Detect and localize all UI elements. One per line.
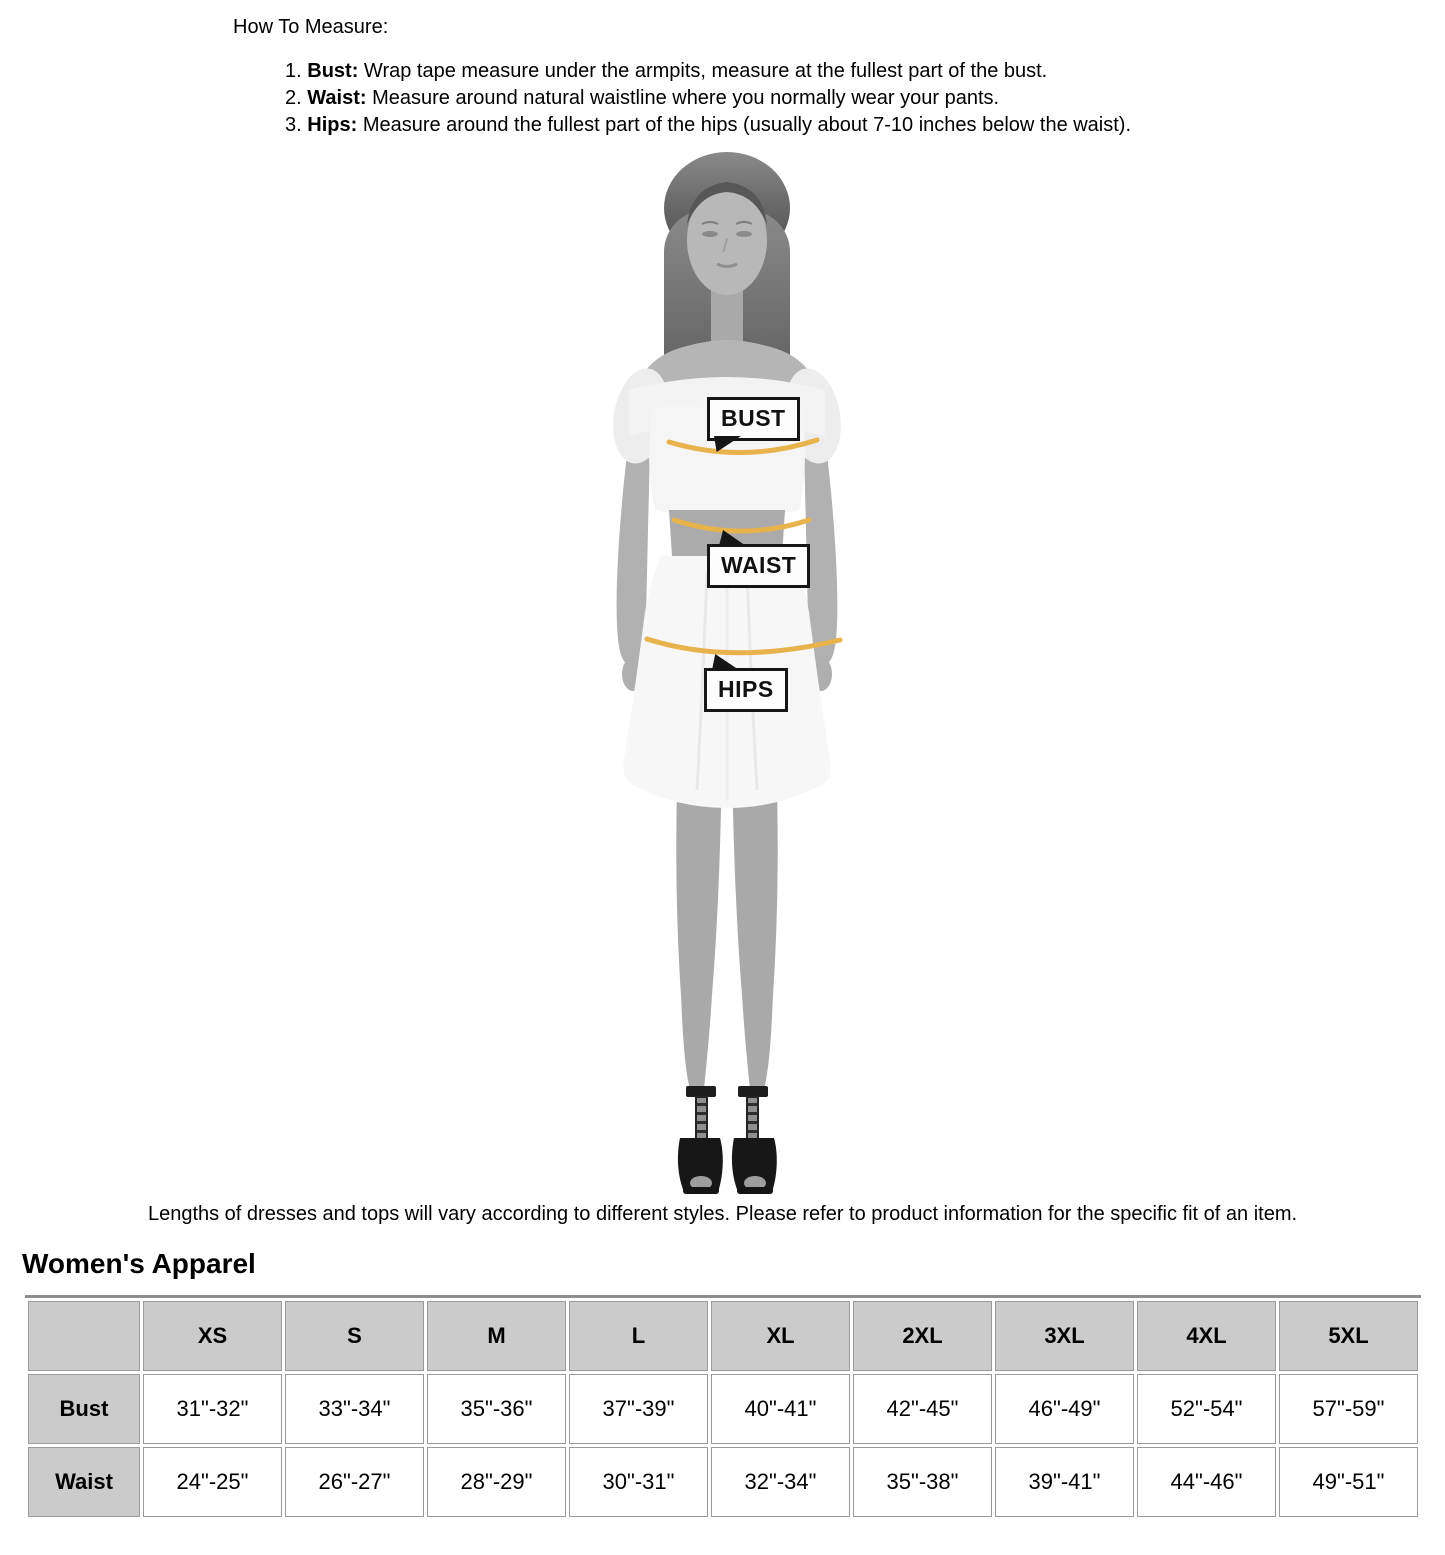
size-table: [25, 1295, 1421, 1520]
waist-label: WAIST: [707, 544, 810, 588]
size-col-header-4xl: 4XL: [1137, 1301, 1276, 1371]
bust-value-2xl: 42"-45": [853, 1374, 992, 1444]
waist-row: [28, 1447, 1418, 1517]
corner-cell: [28, 1301, 140, 1371]
bust-value-3xl: 46"-49": [995, 1374, 1134, 1444]
instruction-label: Bust:: [307, 60, 359, 82]
row-label-bust: Bust: [28, 1374, 140, 1444]
waist-value-l: 30"-31": [569, 1447, 708, 1517]
size-col-header-m: M: [427, 1301, 566, 1371]
size-header-row: [28, 1301, 1418, 1371]
instruction-label: Waist:: [307, 87, 367, 109]
instruction-number: 1.: [285, 60, 302, 82]
instruction-text: Wrap tape measure under the armpits, measure at the fullest part of the bust.: [363, 60, 1048, 82]
bust-value-m: 35"-36": [427, 1374, 566, 1444]
waist-value-3xl: 39"-41": [995, 1447, 1134, 1517]
instruction-item-waist: [285, 85, 1131, 112]
waist-value-s: 26"-27": [285, 1447, 424, 1517]
instruction-item-bust: [285, 58, 1131, 85]
bust-value-5xl: 57"-59": [1279, 1374, 1418, 1444]
waist-value-2xl: 35"-38": [853, 1447, 992, 1517]
row-label-waist: Waist: [28, 1447, 140, 1517]
waist-value-xl: 32"-34": [711, 1447, 850, 1517]
bust-value-xs: 31"-32": [143, 1374, 282, 1444]
bust-value-s: 33"-34": [285, 1374, 424, 1444]
size-col-header-l: L: [569, 1301, 708, 1371]
fit-note: Lengths of dresses and tops will vary according to different styles. Please refer to product information for the specific fit of an item.: [147, 1203, 1298, 1225]
instruction-number: 2.: [285, 87, 302, 109]
waist-value-4xl: 44"-46": [1137, 1447, 1276, 1517]
bust-value-xl: 40"-41": [711, 1374, 850, 1444]
bust-label: BUST: [707, 397, 800, 441]
bust-row: [28, 1374, 1418, 1444]
size-col-header-2xl: 2XL: [853, 1301, 992, 1371]
instruction-label: Hips:: [307, 114, 358, 136]
bust-value-4xl: 52"-54": [1137, 1374, 1276, 1444]
size-col-header-3xl: 3XL: [995, 1301, 1134, 1371]
waist-value-m: 28"-29": [427, 1447, 566, 1517]
measure-instructions: [285, 58, 1131, 139]
instruction-text: Measure around the fullest part of the hips (usually about 7-10 inches below the waist).: [362, 114, 1132, 136]
measurement-figure: [557, 150, 897, 1200]
section-title: Women's Apparel: [22, 1248, 256, 1279]
hips-label: HIPS: [704, 668, 788, 712]
size-col-header-5xl: 5XL: [1279, 1301, 1418, 1371]
size-col-header-xs: XS: [143, 1301, 282, 1371]
size-col-header-s: S: [285, 1301, 424, 1371]
bust-value-l: 37"-39": [569, 1374, 708, 1444]
waist-value-xs: 24"-25": [143, 1447, 282, 1517]
instruction-item-hips: [285, 112, 1131, 139]
instruction-number: 3.: [285, 114, 302, 136]
size-col-header-xl: XL: [711, 1301, 850, 1371]
waist-value-5xl: 49"-51": [1279, 1447, 1418, 1517]
instruction-text: Measure around natural waistline where you normally wear your pants.: [372, 87, 1000, 109]
how-to-measure-title: How To Measure:: [233, 16, 389, 38]
high-heel-shoes: [678, 1086, 777, 1194]
